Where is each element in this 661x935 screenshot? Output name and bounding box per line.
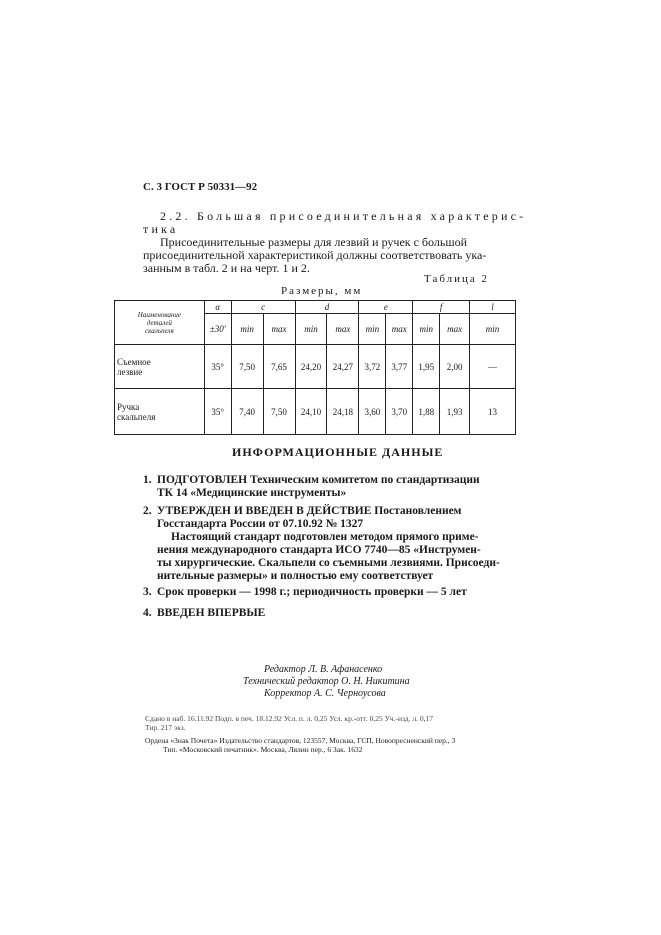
info-item-line: ПОДГОТОВЛЕН Техническим комитетом по стандартизации bbox=[157, 474, 480, 486]
row-name-cell bbox=[115, 389, 205, 435]
name-header-line: скальпеля bbox=[145, 326, 174, 335]
table-caption: Размеры, мм bbox=[281, 285, 363, 297]
sub-header: max bbox=[386, 314, 413, 345]
table-cell: 7,40 bbox=[231, 389, 263, 435]
table-cell: 3,72 bbox=[359, 345, 386, 389]
row-name-line: Съемное bbox=[117, 356, 151, 367]
info-item-line: ТК 14 «Медицинские инструменты» bbox=[157, 487, 347, 499]
sub-header: min bbox=[470, 314, 516, 345]
table-cell: 13 bbox=[470, 389, 516, 435]
table-row bbox=[115, 389, 516, 435]
name-header-cell bbox=[115, 301, 205, 345]
table-cell: 1,88 bbox=[413, 389, 440, 435]
table-cell: 7,50 bbox=[263, 389, 295, 435]
group-header-f: f bbox=[413, 301, 470, 314]
table-cell: 1,95 bbox=[413, 345, 440, 389]
table-cell: 1,93 bbox=[440, 389, 470, 435]
group-header-c: c bbox=[231, 301, 295, 314]
section-heading-line2: тика bbox=[143, 222, 179, 236]
imprint-line-1: Сдано в наб. 16.11.92 Подп. в печ. 18.12.92 Усл. п. л. 0,25 Усл. кр.-отт. 0,25 Уч.-изд. л. 0,17 bbox=[145, 714, 434, 723]
info-item-number: 3. bbox=[143, 586, 152, 598]
group-header-d: d bbox=[295, 301, 359, 314]
sub-header: min bbox=[295, 314, 327, 345]
info-item-4 bbox=[143, 607, 265, 620]
info-title: ИНФОРМАЦИОННЫЕ ДАННЫЕ bbox=[232, 445, 444, 459]
info-item-3 bbox=[143, 586, 467, 599]
info-item-number: 1. bbox=[143, 474, 152, 486]
table-cell: 3,60 bbox=[359, 389, 386, 435]
table-cell: 7,65 bbox=[263, 345, 295, 389]
sub-header: min bbox=[413, 314, 440, 345]
table-cell: 2,00 bbox=[440, 345, 470, 389]
name-header-line: деталей bbox=[146, 318, 172, 327]
sub-header: min bbox=[231, 314, 263, 345]
table-cell: 35° bbox=[204, 389, 231, 435]
row-name-line: Ручка bbox=[117, 401, 140, 412]
printer-line-2: Тип. «Московский печатник». Москва, Лялин пер., 6 Зак. 1632 bbox=[163, 745, 363, 754]
credit-corrector: Корректор А. С. Черноусова bbox=[264, 688, 386, 699]
credit-editor: Редактор Л. В. Афанасенко bbox=[264, 664, 383, 675]
dimensions-table bbox=[114, 300, 516, 435]
info-extra-line: нительные размеры» и полностью ему соответствует bbox=[157, 570, 434, 582]
table-cell: 24,18 bbox=[327, 389, 359, 435]
imprint-line-2: Тир. 217 экз. bbox=[145, 723, 186, 732]
info-item-number: 2. bbox=[143, 505, 152, 517]
info-item-2-extra bbox=[157, 531, 500, 583]
info-item-number: 4. bbox=[143, 607, 152, 619]
paragraph-line-1: Присоединительные размеры для лезвий и ручек с большой bbox=[160, 235, 467, 249]
table-row bbox=[115, 345, 516, 389]
sub-header: max bbox=[327, 314, 359, 345]
info-item-line: Госстандарта России от 07.10.92 № 1327 bbox=[157, 518, 364, 530]
table-cell: 7,50 bbox=[231, 345, 263, 389]
info-item-line: ВВЕДЕН ВПЕРВЫЕ bbox=[157, 607, 266, 619]
paragraph-line-3: занным в табл. 2 и на черт. 1 и 2. bbox=[143, 261, 310, 275]
info-extra-line: нения международного стандарта ИСО 7740—85 «Инструмен- bbox=[157, 544, 481, 556]
table-cell: 35° bbox=[204, 345, 231, 389]
group-header-e: e bbox=[359, 301, 413, 314]
name-header-line: Наименование bbox=[137, 310, 181, 319]
sub-header: max bbox=[440, 314, 470, 345]
group-header-alpha: α bbox=[204, 301, 231, 314]
row-name-line: скальпеля bbox=[117, 411, 156, 422]
printer-line-1: Ордена «Знак Почета» Издательство стандартов, 123557, Москва, ГСП, Новопресненский пер., 3 bbox=[145, 736, 456, 745]
sub-header: min bbox=[359, 314, 386, 345]
table-label: Таблица 2 bbox=[424, 273, 490, 285]
credit-tech-editor: Технический редактор О. Н. Никитина bbox=[243, 676, 410, 687]
info-item-line: УТВЕРЖДЕН И ВВЕДЕН В ДЕЙСТВИЕ Постановлением bbox=[157, 505, 462, 517]
info-item-1 bbox=[143, 474, 480, 500]
info-item-line: Срок проверки — 1998 г.; периодичность проверки — 5 лет bbox=[157, 586, 467, 598]
paragraph-line-2: присоединительной характеристикой должны соответствовать ука- bbox=[143, 248, 487, 262]
section-heading-line1: 2.2. Большая присоединительная характерис- bbox=[160, 209, 527, 223]
row-name-line: лезвие bbox=[117, 366, 143, 377]
table-cell: 3,77 bbox=[386, 345, 413, 389]
info-extra-line: Настоящий стандарт подготовлен методом прямого приме- bbox=[171, 531, 479, 543]
table-cell: — bbox=[470, 345, 516, 389]
table-cell: 3,70 bbox=[386, 389, 413, 435]
table-cell: 24,20 bbox=[295, 345, 327, 389]
table-cell: 24,27 bbox=[327, 345, 359, 389]
sub-header: max bbox=[263, 314, 295, 345]
table-cell: 24,10 bbox=[295, 389, 327, 435]
page-header: С. 3 ГОСТ Р 50331—92 bbox=[143, 181, 258, 193]
info-extra-line: ты хирургические. Скальпели со съемными лезвиями. Присоеди- bbox=[157, 557, 500, 569]
row-name-cell bbox=[115, 345, 205, 389]
group-header-l: l bbox=[470, 301, 516, 314]
info-item-2 bbox=[143, 505, 462, 531]
sub-header: ±30' bbox=[204, 314, 231, 345]
